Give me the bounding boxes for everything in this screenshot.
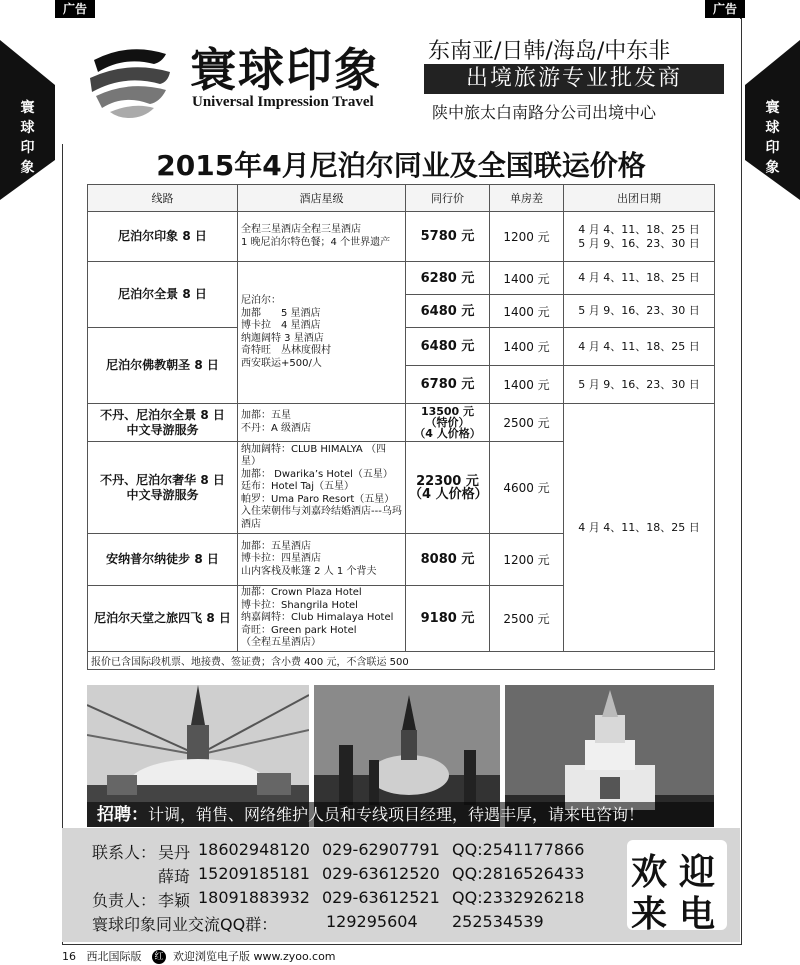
page-footer: [62, 948, 740, 965]
contact-name: 薛琦: [158, 867, 191, 886]
footer-website-text[interactable]: 欢迎浏览电子版 www.zyoo.com: [173, 950, 336, 963]
top-bar: [0, 0, 800, 18]
table-row: [88, 262, 715, 295]
dates-cell: 5 月 9、16、23、30 日: [564, 295, 715, 328]
ad-label-right: 广告: [705, 0, 745, 18]
column-header: 单房差: [490, 185, 564, 212]
single-supplement-cell: 1400 元: [490, 328, 564, 366]
table-header-row: [88, 185, 715, 212]
price-note: 报价已含国际段机票、地接费、签证费；含小费 400 元，不含联运 500: [88, 652, 715, 670]
single-supplement-cell: 1400 元: [490, 295, 564, 328]
hotel-cell: 纳加阔特：CLUB HIMALYA （四星） 加都： Dwarika’s Hotel（五星） 廷布：Hotel Taj（五星） 帕罗：Uma Paro Resort（五星） 入住荣朝伟与刘嘉玲结婚酒店---乌玛酒店: [238, 442, 406, 534]
price-cell: 6480 元: [406, 328, 490, 366]
recruitment-banner: [87, 802, 714, 827]
table-row: [88, 404, 715, 442]
contact-name: 李颖: [158, 891, 191, 910]
dates-cell: 4 月 4、11、18、25 日: [564, 262, 715, 295]
hotel-cell: 加都：五星 不丹：A 级酒店: [238, 404, 406, 442]
contact-role: 联系人：: [92, 843, 157, 862]
hotel-cell: 全程三星酒店全程三星酒店 1 晚尼泊尔特色餐；4 个世界遗产: [238, 212, 406, 262]
dates-cell-shared: 4 月 4、11、18、25 日: [564, 404, 715, 652]
contact-tel[interactable]: 029-62907791: [322, 840, 440, 859]
single-supplement-cell: 2500 元: [490, 586, 564, 652]
route-cell: 尼泊尔佛教朝圣 8 日: [88, 328, 238, 404]
column-header: 同行价: [406, 185, 490, 212]
contact-qq: QQ:2816526433: [452, 864, 585, 883]
contact-mobile[interactable]: 15209185181: [198, 864, 310, 883]
route-cell: 尼泊尔印象 8 日: [88, 212, 238, 262]
logo-chinese-name: 寰球印象: [190, 43, 382, 97]
route-cell: 不丹、尼泊尔全景 8 日 中文导游服务: [88, 404, 238, 442]
welcome-char: 来: [631, 893, 668, 935]
price-cell: 13500 元 （特价） （4 人价格）: [406, 404, 490, 442]
price-cell: 6480 元: [406, 295, 490, 328]
hotel-cell: 加都：五星酒店 博卡拉：四星酒店 山内客栈及帐篷 2 人 1 个背夫: [238, 534, 406, 586]
globe-logo-icon: [84, 32, 174, 122]
side-char: 球: [20, 120, 35, 136]
single-supplement-cell: 1200 元: [490, 212, 564, 262]
dates-cell: 4 月 4、11、18、25 日 5 月 9、16、23、30 日: [564, 212, 715, 262]
side-char: 寰: [20, 100, 35, 116]
side-char: 印: [20, 140, 35, 156]
price-cell: 6780 元: [406, 366, 490, 404]
hotel-cell: 尼泊尔： 加都 5 星酒店 博卡拉 4 星酒店 纳迦阔特 3 星酒店 奇特旺 丛林度假村 西安联运+500/人: [238, 262, 406, 404]
single-supplement-cell: 1400 元: [490, 262, 564, 295]
route-cell: 不丹、尼泊尔奢华 8 日 中文导游服务: [88, 442, 238, 534]
side-char: 球: [765, 120, 780, 136]
welcome-char: 电: [679, 893, 716, 935]
price-cell: 8080 元: [406, 534, 490, 586]
page-number: 16: [62, 950, 76, 963]
destinations-text: 东南亚/日韩/海岛/中东非: [428, 39, 671, 64]
route-cell: 安纳普尔纳徒步 8 日: [88, 534, 238, 586]
contact-panel: [62, 828, 740, 942]
recruit-text: 计调，销售、网络维护人员和专线项目经理，待遇丰厚，请来电咨询！: [148, 805, 645, 824]
logo-english-name: Universal Impression Travel: [192, 94, 374, 110]
contact-qq: QQ:2332926218: [452, 888, 585, 907]
page-title: 2015年4月尼泊尔同业及全国联运价格: [156, 149, 646, 182]
side-char: 寰: [765, 100, 780, 116]
price-cell: 22300 元 （4 人价格）: [406, 442, 490, 534]
contact-role: 负责人：: [92, 891, 157, 910]
column-header: 出团日期: [564, 185, 715, 212]
side-brand-left: [0, 40, 55, 200]
price-cell: 5780 元: [406, 212, 490, 262]
ad-label-left: 广告: [55, 0, 95, 18]
branch-name: 陕中旅太白南路分公司出境中心: [432, 103, 657, 122]
single-supplement-cell: 1400 元: [490, 366, 564, 404]
table-note-row: [88, 652, 715, 670]
header: [62, 18, 740, 144]
section-name: 西北国际版: [86, 950, 142, 963]
qq-group-number: 252534539: [452, 912, 544, 931]
contact-mobile[interactable]: 18091883932: [198, 888, 310, 907]
price-table: [87, 184, 715, 670]
qq-group-label: 寰球印象同业交流QQ群：: [92, 915, 278, 934]
side-char: 象: [20, 160, 35, 176]
dates-cell: 5 月 9、16、23、30 日: [564, 366, 715, 404]
single-supplement-cell: 2500 元: [490, 404, 564, 442]
dates-cell: 4 月 4、11、18、25 日: [564, 328, 715, 366]
column-header: 酒店星级: [238, 185, 406, 212]
contact-tel[interactable]: 029-63612521: [322, 888, 440, 907]
contact-mobile[interactable]: 18602948120: [198, 840, 310, 859]
route-cell: 尼泊尔全景 8 日: [88, 262, 238, 328]
route-cell: 尼泊尔天堂之旅四飞 8 日: [88, 586, 238, 652]
welcome-char: 迎: [679, 851, 716, 893]
recruit-label: 招聘：: [97, 805, 148, 825]
table-row: [88, 212, 715, 262]
contact-tel[interactable]: 029-63612520: [322, 864, 440, 883]
welcome-char: 欢: [631, 851, 668, 893]
hotel-cell: 加都：Crown Plaza Hotel 博卡拉：Shangrila Hotel 纳嘉阔特：Club Himalaya Hotel 奇旺：Green park Hotel （全程五星酒店）: [238, 586, 406, 652]
price-cell: 9180 元: [406, 586, 490, 652]
side-brand-right: [745, 40, 800, 200]
side-char: 象: [765, 160, 780, 176]
side-char: 印: [765, 140, 780, 156]
single-supplement-cell: 1200 元: [490, 534, 564, 586]
wholesaler-banner: 出境旅游专业批发商: [424, 64, 724, 94]
welcome-call-box: [627, 840, 727, 935]
qq-group-number: 129295604: [326, 912, 418, 931]
single-supplement-cell: 4600 元: [490, 442, 564, 534]
price-cell: 6280 元: [406, 262, 490, 295]
contact-name: 吴丹: [158, 843, 191, 862]
red-badge-icon: 红: [152, 950, 166, 964]
column-header: 线路: [88, 185, 238, 212]
contact-qq: QQ:2541177866: [452, 840, 585, 859]
